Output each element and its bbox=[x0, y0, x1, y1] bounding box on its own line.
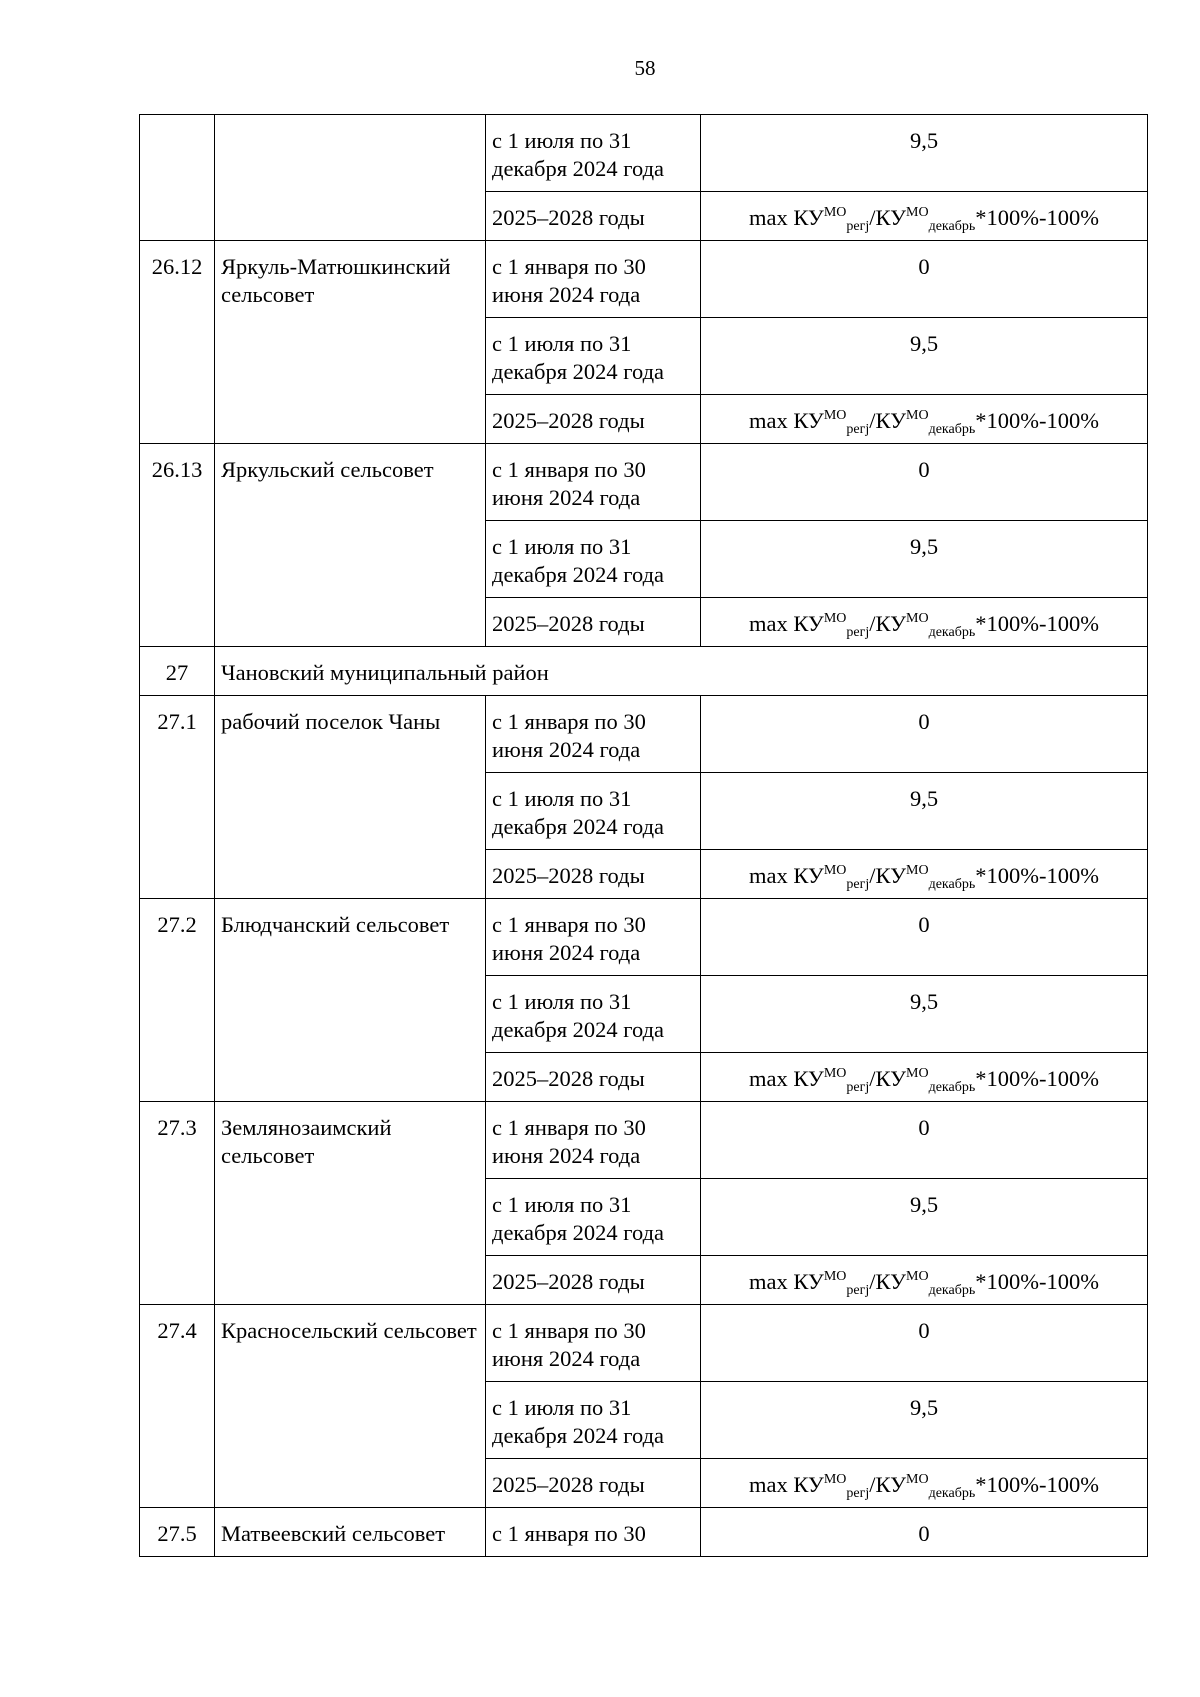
value-cell bbox=[701, 1053, 1148, 1102]
formula-sup: МО bbox=[906, 205, 929, 220]
table-row bbox=[140, 1102, 1148, 1179]
formula-sub: декабрь bbox=[928, 1283, 976, 1298]
value-cell: 9,5 bbox=[701, 1382, 1148, 1459]
coefficient-formula: $\max КУ^{МО}_{регj}/КУ^{МО}_{декабрь}*100\%-100\%$ bbox=[749, 205, 1099, 234]
value-cell bbox=[701, 192, 1148, 241]
period-cell: 2025–2028 годы bbox=[486, 1256, 701, 1305]
value-cell: 9,5 bbox=[701, 976, 1148, 1053]
table-row bbox=[140, 1508, 1148, 1557]
row-number bbox=[140, 115, 215, 241]
period-cell: с 1 января по 30 июня 2024 года bbox=[486, 899, 701, 976]
district-name: Чановский муниципальный район bbox=[215, 647, 1148, 696]
period-cell: с 1 июля по 31 декабря 2024 года bbox=[486, 318, 701, 395]
municipality-name: Блюдчанский сельсовет bbox=[215, 899, 486, 1102]
value-cell: 9,5 bbox=[701, 1179, 1148, 1256]
table-row bbox=[140, 1305, 1148, 1382]
formula-sup: МО bbox=[906, 611, 929, 626]
value-cell bbox=[701, 1459, 1148, 1508]
municipality-name: Красносельский сельсовет bbox=[215, 1305, 486, 1508]
formula-sub: декабрь bbox=[928, 1080, 976, 1095]
formula-sub: декабрь bbox=[928, 625, 976, 640]
municipality-name: Землянозаимский сельсовет bbox=[215, 1102, 486, 1305]
formula-sup: МО bbox=[906, 863, 929, 878]
row-number: 27.2 bbox=[140, 899, 215, 1102]
period-cell: с 1 января по 30 июня 2024 года bbox=[486, 1305, 701, 1382]
value-cell bbox=[701, 850, 1148, 899]
value-cell: 0 bbox=[701, 1102, 1148, 1179]
section-row bbox=[140, 647, 1148, 696]
value-cell bbox=[701, 395, 1148, 444]
page-number: 58 bbox=[634, 56, 656, 80]
period-cell: с 1 января по 30 bbox=[486, 1508, 701, 1557]
formula-sup: МО bbox=[823, 863, 847, 878]
period-cell: с 1 января по 30 июня 2024 года bbox=[486, 444, 701, 521]
coefficient-formula: $\max КУ^{МО}_{регj}/КУ^{МО}_{декабрь}*100\%-100\%$ bbox=[749, 863, 1099, 892]
table-row bbox=[140, 444, 1148, 521]
period-cell: с 1 января по 30 июня 2024 года bbox=[486, 696, 701, 773]
formula-sup: МО bbox=[906, 408, 929, 423]
period-cell: с 1 января по 30 июня 2024 года bbox=[486, 241, 701, 318]
table-row bbox=[140, 115, 1148, 192]
table-row bbox=[140, 696, 1148, 773]
coefficient-formula: $\max КУ^{МО}_{регj}/КУ^{МО}_{декабрь}*100\%-100\%$ bbox=[749, 1066, 1099, 1095]
formula-sup: МО bbox=[823, 1066, 847, 1081]
formula-sup: МО bbox=[823, 205, 847, 220]
municipality-name: Яркуль-Матюшкинский сельсовет bbox=[215, 241, 486, 444]
formula-sub: декабрь bbox=[928, 422, 976, 437]
coefficient-formula: $\max КУ^{МО}_{регj}/КУ^{МО}_{декабрь}*100\%-100\%$ bbox=[749, 611, 1099, 640]
period-cell: с 1 июля по 31 декабря 2024 года bbox=[486, 115, 701, 192]
coefficient-formula: $\max КУ^{МО}_{регj}/КУ^{МО}_{декабрь}*100\%-100\%$ bbox=[749, 1269, 1099, 1298]
coefficient-formula: $\max КУ^{МО}_{регj}/КУ^{МО}_{декабрь}*100\%-100\%$ bbox=[749, 1472, 1099, 1501]
period-cell: 2025–2028 годы bbox=[486, 1053, 701, 1102]
row-number: 27.5 bbox=[140, 1508, 215, 1557]
formula-sub: регj bbox=[846, 1486, 870, 1501]
value-cell: 9,5 bbox=[701, 318, 1148, 395]
formula-sup: МО bbox=[823, 1269, 847, 1284]
value-cell: 0 bbox=[701, 444, 1148, 521]
row-number: 27 bbox=[140, 647, 215, 696]
formula-sub: регj bbox=[846, 1080, 870, 1095]
municipality-name: Яркульский сельсовет bbox=[215, 444, 486, 647]
table-row bbox=[140, 241, 1148, 318]
tariff-table bbox=[139, 114, 1148, 1557]
formula-sub: регj bbox=[846, 219, 870, 234]
period-cell: с 1 июля по 31 декабря 2024 года bbox=[486, 521, 701, 598]
formula-sub: декабрь bbox=[928, 1486, 976, 1501]
value-cell: 0 bbox=[701, 899, 1148, 976]
period-cell: 2025–2028 годы bbox=[486, 598, 701, 647]
period-cell: 2025–2028 годы bbox=[486, 395, 701, 444]
period-cell: с 1 июля по 31 декабря 2024 года bbox=[486, 773, 701, 850]
value-cell: 0 bbox=[701, 1305, 1148, 1382]
formula-sup: МО bbox=[823, 408, 847, 423]
row-number: 27.4 bbox=[140, 1305, 215, 1508]
value-cell: 9,5 bbox=[701, 521, 1148, 598]
row-number: 26.13 bbox=[140, 444, 215, 647]
period-cell: с 1 июля по 31 декабря 2024 года bbox=[486, 976, 701, 1053]
period-cell: с 1 июля по 31 декабря 2024 года bbox=[486, 1382, 701, 1459]
row-number: 26.12 bbox=[140, 241, 215, 444]
formula-sub: декабрь bbox=[928, 877, 976, 892]
formula-sup: МО bbox=[906, 1472, 929, 1487]
formula-sup: МО bbox=[823, 1472, 847, 1487]
table-row bbox=[140, 899, 1148, 976]
formula-sub: регj bbox=[846, 1283, 870, 1298]
formula-sub: регj bbox=[846, 625, 870, 640]
municipality-name bbox=[215, 115, 486, 241]
formula-sub: регj bbox=[846, 877, 870, 892]
period-cell: с 1 января по 30 июня 2024 года bbox=[486, 1102, 701, 1179]
value-cell: 0 bbox=[701, 1508, 1148, 1557]
period-cell: с 1 июля по 31 декабря 2024 года bbox=[486, 1179, 701, 1256]
period-cell: 2025–2028 годы bbox=[486, 850, 701, 899]
value-cell: 9,5 bbox=[701, 115, 1148, 192]
formula-sup: МО bbox=[906, 1269, 929, 1284]
formula-sub: регj bbox=[846, 422, 870, 437]
formula-sup: МО bbox=[906, 1066, 929, 1081]
value-cell: 0 bbox=[701, 241, 1148, 318]
value-cell bbox=[701, 1256, 1148, 1305]
formula-sup: МО bbox=[823, 611, 847, 626]
period-cell: 2025–2028 годы bbox=[486, 192, 701, 241]
row-number: 27.1 bbox=[140, 696, 215, 899]
municipality-name: рабочий поселок Чаны bbox=[215, 696, 486, 899]
row-number: 27.3 bbox=[140, 1102, 215, 1305]
value-cell: 0 bbox=[701, 696, 1148, 773]
coefficient-formula: $\max КУ^{МО}_{регj}/КУ^{МО}_{декабрь}*100\%-100\%$ bbox=[749, 408, 1099, 437]
value-cell: 9,5 bbox=[701, 773, 1148, 850]
formula-sub: декабрь bbox=[928, 219, 976, 234]
value-cell bbox=[701, 598, 1148, 647]
municipality-name: Матвеевский сельсовет bbox=[215, 1508, 486, 1557]
period-cell: 2025–2028 годы bbox=[486, 1459, 701, 1508]
